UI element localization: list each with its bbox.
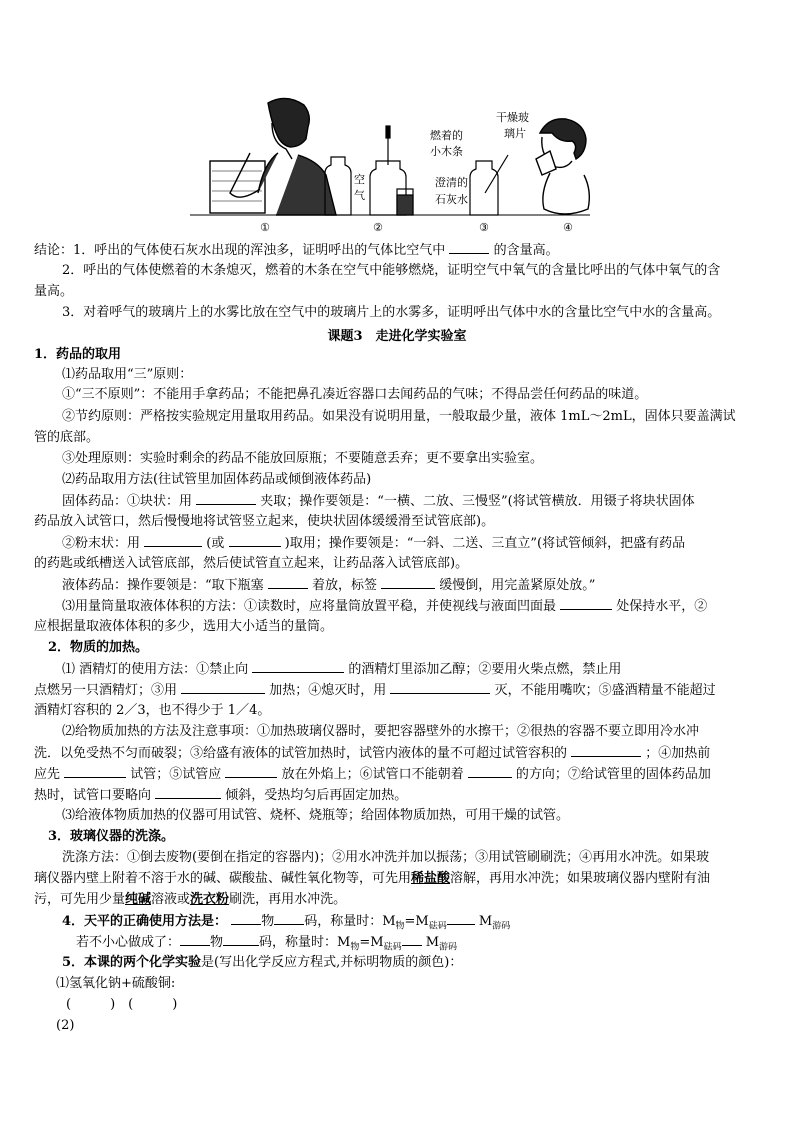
s5-item-2: (2) xyxy=(56,1018,75,1033)
blank[interactable] xyxy=(447,912,475,925)
label-glass-1: 干燥玻 xyxy=(496,111,529,124)
blank[interactable] xyxy=(225,765,277,778)
s1-p9: 的药匙或纸槽送入试管底部，然后使试管直立起来，让药品落入试管底部)。 xyxy=(34,556,469,571)
s1-p3b: 管的底部。 xyxy=(34,430,100,445)
blank[interactable] xyxy=(155,786,221,799)
blank[interactable] xyxy=(449,241,489,254)
s2-p2: 点燃另一只酒精灯；③用 加热；④熄灭时，用 灭，不能用嘴吹；⑤盛酒精量不能超过 xyxy=(34,683,716,698)
blank[interactable] xyxy=(223,933,259,946)
section-3-heading: 3．玻璃仪器的洗涤。 xyxy=(48,829,175,844)
blank[interactable] xyxy=(268,576,308,589)
blank[interactable] xyxy=(560,597,612,610)
conclusion-1: 结论：1．呼出的气体使石灰水出现的浑浊多，证明呼出的气体比空气中 的含量高。 xyxy=(34,243,559,258)
lesson-title: 课题3 走进化学实验室 xyxy=(327,329,467,344)
blank[interactable] xyxy=(390,681,490,694)
blank[interactable] xyxy=(181,681,265,694)
blank[interactable] xyxy=(64,765,126,778)
person-blowing-illustration xyxy=(210,98,336,215)
label-glass-2: 璃片 xyxy=(504,127,526,140)
figure-number-2: ② xyxy=(373,221,383,234)
section-1-heading: 1．药品的取用 xyxy=(34,347,122,362)
s1-p8: ②粉末状：用 (或 )取用；操作要领是：“一斜、二送、三直立”(将试管倾斜，把盛有药品 xyxy=(62,536,686,551)
blank[interactable] xyxy=(231,912,261,925)
blank[interactable] xyxy=(180,933,210,946)
label-air-2: 气 xyxy=(354,189,365,202)
s3-p1: 洗涤方法：①倒去废物(要倒在指定的容器内)；②用水冲洗并加以振荡；③用试管刷刷洗；④再用水冲洗。如果玻 xyxy=(62,850,710,865)
s3-p3: 污，可先用少量纯碱溶液或洗衣粉刷洗，再用水冲洗。 xyxy=(34,892,347,907)
s1-p3a: ②节约原则：严格按实验规定用量取用药品。如果没有说明用量，一般取最少量，液体 1mL～2mL，固体只要盖满试 xyxy=(62,409,736,424)
s2-p1: ⑴ 酒精灯的使用方法：①禁止向 的酒精灯里添加乙醇；②要用火柴点燃，禁止用 xyxy=(62,662,622,677)
figure-number-3: ③ xyxy=(479,221,489,234)
conclusion-3: 3．对着呼气的玻璃片上的水雾比放在空气中的玻璃片上的水雾多，证明呼出气体中水的含量比空气中水的含量高。 xyxy=(62,305,721,320)
jar-stick xyxy=(470,155,508,215)
conclusion-2b: 量高。 xyxy=(34,284,74,299)
s5-heading: 5．本课的两个化学实验是(写出化学反应方程式,并标明物质的颜色)： xyxy=(62,955,463,970)
s2-p3: 酒精灯容积的 2／3，也不得少于 1／4。 xyxy=(34,703,271,718)
s4-line-2: 若不小心做成了： 物 码，称量时：$M_物=M_{砝码}$ $M_{游码}$ xyxy=(76,935,458,953)
blank[interactable] xyxy=(229,534,281,547)
s5-item-1-paren: ( ) ( ) xyxy=(66,997,178,1012)
jar-dropper xyxy=(370,126,413,215)
blank[interactable] xyxy=(252,660,344,673)
s1-p10: 液体药品：操作要领是：“取下瓶塞 着放，标签 缓慢倒，用完盖紧原处放。” xyxy=(62,578,596,593)
s3-p2: 璃仪器内壁上附着不溶于水的碱、碳酸盐、碱性氧化物等，可先用稀盐酸溶解，再用水冲洗；如果玻璃仪器内壁附有油 xyxy=(34,871,711,886)
s4-line-1: 4．天平的正确使用方法是： 物 码，称量时：$M_物=M_{砝码}$ $M_{游码}$ xyxy=(62,914,511,932)
s1-p12: 应根据量取液体体积的多少，选用大小适当的量筒。 xyxy=(34,619,334,634)
experiment-figure xyxy=(190,93,610,243)
section-2-heading: 2．物质的加热。 xyxy=(48,640,149,655)
label-stick-1: 燃着的 xyxy=(430,129,463,142)
blank[interactable] xyxy=(571,744,641,757)
label-limewater-1: 澄清的 xyxy=(435,176,468,189)
s1-p7: 药品放入试管口，然后慢慢地将试管竖立起来，使块状固体缓缓滑至试管底部)。 xyxy=(34,514,495,529)
label-stick-2: 小木条 xyxy=(430,145,463,158)
figure-number-4: ④ xyxy=(563,221,573,234)
girl-illustration xyxy=(536,119,589,214)
s2-p6: 应先 试管；⑤试管应 放在外焰上；⑥试管口不能朝着 的方向；⑦给试管里的固体药品加 xyxy=(34,767,711,782)
s2-p4: ⑵给物质加热的方法及注意事项：①加热玻璃仪器时，要把容器壁外的水擦干；②很热的容器不要立即用冷水冲 xyxy=(62,724,700,739)
s1-p6: 固体药品：①块状：用 夹取；操作要领是：“一横、二放、三慢竖”(将试管横放．用镊子将块状固体 xyxy=(62,494,695,509)
label-air-1: 空 xyxy=(354,173,365,186)
blank[interactable] xyxy=(381,576,435,589)
s2-p5: 洗．以免受热不匀而破裂；③给盛有液体的试管加热时，试管内液体的量不可超过试管容积的 ；④加热前 xyxy=(34,746,711,761)
conclusion-2a: 2．呼出的气体使燃着的木条熄灭，燃着的木条在空气中能够燃烧，证明空气中氧气的含量比呼出的气体中氧气的含 xyxy=(62,263,721,278)
s2-p8: ⑶给液体物质加热的仪器可用试管、烧杯、烧瓶等；给固体物质加热，可用干燥的试管。 xyxy=(62,808,570,823)
blank[interactable] xyxy=(402,933,422,946)
s2-p7: 热时，试管口要略向 倾斜，受热均匀后再固定加热。 xyxy=(34,788,408,803)
s1-p1: ⑴药品取用“三”原则： xyxy=(62,367,193,382)
blank[interactable] xyxy=(196,492,256,505)
figure-number-1: ① xyxy=(260,221,270,234)
s1-p11: ⑶用量筒量取液体体积的方法：①读数时，应将量筒放置平稳，并使视线与液面凹面最 处保持水平，② xyxy=(62,599,708,614)
blank[interactable] xyxy=(468,765,512,778)
s5-item-1: ⑴氢氧化钠+硫酸铜: xyxy=(56,976,176,991)
s1-p4: ③处理原则：实验时剩余的药品不能放回原瓶；不要随意丢弃；更不要拿出实验室。 xyxy=(62,451,544,466)
label-limewater-2: 石灰水 xyxy=(435,193,468,206)
s1-p2: ①“三不原则”：不能用手拿药品；不能把鼻孔凑近容器口去闻药品的气味；不得品尝任何药品的味道。 xyxy=(62,387,648,402)
blank[interactable] xyxy=(144,534,202,547)
blank[interactable] xyxy=(274,912,304,925)
s1-p5: ⑵药品取用方法(往试管里加固体药品或倾倒液体药品) xyxy=(62,472,372,487)
